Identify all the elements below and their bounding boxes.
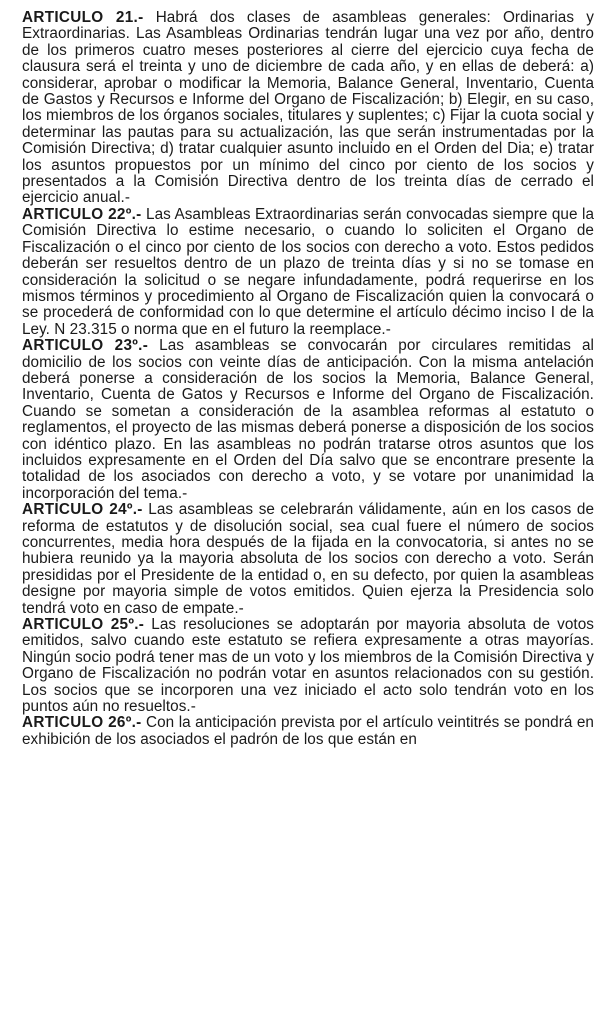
article-body: Las asambleas se convocarán por circulares remitidas al domicilio de los socios con veinte días de anticipación. Con la misma antelación deberá ponerse a consideración de los socios la Memoria, Balance General, Inventario, Cuenta de Gatos y Recursos e Informe del Organo de Fiscalización. Cuando se sometan a consideración de la asamblea reformas al estatuto o reglamentos, el proyecto de las mismas deberá ponerse a disposición de los socios con idéntico plazo. En las asambleas no podrán tratarse otros asuntos que los incluidos expresamente en el Orden del Día salvo que se encontrare presente la totalidad de los asociados con derecho a voto, y se votare por unanimidad la incorporación del tema.- (22, 337, 594, 502)
document-page (22, 10, 594, 1010)
article-body: Las resoluciones se adoptarán por mayoria absoluta de votos emitidos, salvo cuando este estatuto se refiera expresamente a otras mayorías. Ningún socio podrá tener mas de un voto y los miembros de la Comisión Directiva y Organo de Fiscalización no podrán votar en asuntos relacionados con su gestión. Los socios que se incorporen una vez iniciado el acto solo tendrán voto en los puntos aún no resueltos.- (22, 616, 594, 716)
article-26 (22, 715, 594, 748)
article-21 (22, 10, 594, 207)
article-25 (22, 617, 594, 715)
article-23 (22, 338, 594, 502)
article-body: Las Asambleas Extraordinarias serán convocadas siempre que la Comisión Directiva lo estime necesario, o cuando lo soliciten el Organo de Fiscalización o el cinco por ciento de los socios con derecho a voto. Estos pedidos deberán ser resueltos dentro de un plazo de treinta días y si no se tomase en consideración la solicitud o se negare infundadamente, podrá requerirse en los mismos términos y procedimiento al Organo de Fiscalización quien la convocará o se procederá de conformidad con lo que determine el artículo décimo inciso I de la Ley. N 23.315 o norma que en el futuro la reemplace.- (22, 205, 594, 338)
article-heading: ARTICULO 25º.- (22, 616, 145, 634)
article-24 (22, 502, 594, 617)
article-heading: ARTICULO 23º.- (22, 337, 149, 355)
article-heading: ARTICULO 21.- (22, 10, 144, 26)
article-22 (22, 207, 594, 338)
article-body: Las asambleas se celebrarán válidamente, aún en los casos de reforma de estatutos y de disolución social, sea cual fuere el número de socios concurrentes, media hora después de la fijada en la convocatoria, si antes no se hubiera reunido ya la mayoria absoluta de los socios con derecho a voto. Serán presididas por el Presidente de la entidad o, en su defecto, por quien la asambleas designe por mayoria simple de votos emitidos. Quien ejerza la Presidencia solo tendrá voto en caso de empate.- (22, 501, 594, 617)
article-body: Con la anticipación prevista por el artículo veintitrés se pondrá en exhibición de los asociados el padrón de los que están en (22, 714, 594, 748)
article-heading: ARTICULO 26º.- (22, 714, 142, 732)
article-heading: ARTICULO 22º.- (22, 205, 142, 223)
article-heading: ARTICULO 24º.- (22, 501, 143, 519)
article-body: Habrá dos clases de asambleas generales: Ordinarias y Extraordinarias. Las Asambleas Ordinarias tendrán lugar una vez por año, dentro de los primeros cuatro meses posteriores al cierre del ejercicio cuya fecha de clausura será el treinta y uno de diciembre de cada año, y en ellas de deberá: a) considerar, aprobar o modificar la Memoria, Balance General, Inventario, Cuenta de Gastos y Recursos e Informe del Organo de Fiscalización; b) Elegir, en su caso, los miembros de los órganos sociales, titulares y suplentes; c) Fijar la cuota social y determinar las pautas para su actualización, las que serán instrumentadas por la Comisión Directiva; d) tratar cualquier asunto incluido en el Orden del Dia; e) tratar los asuntos propuestos por un mínimo del cinco por ciento de los socios y presentados a la Comisión Directiva dentro de los treinta días de cerrado el ejercicio anual.- (22, 10, 594, 207)
